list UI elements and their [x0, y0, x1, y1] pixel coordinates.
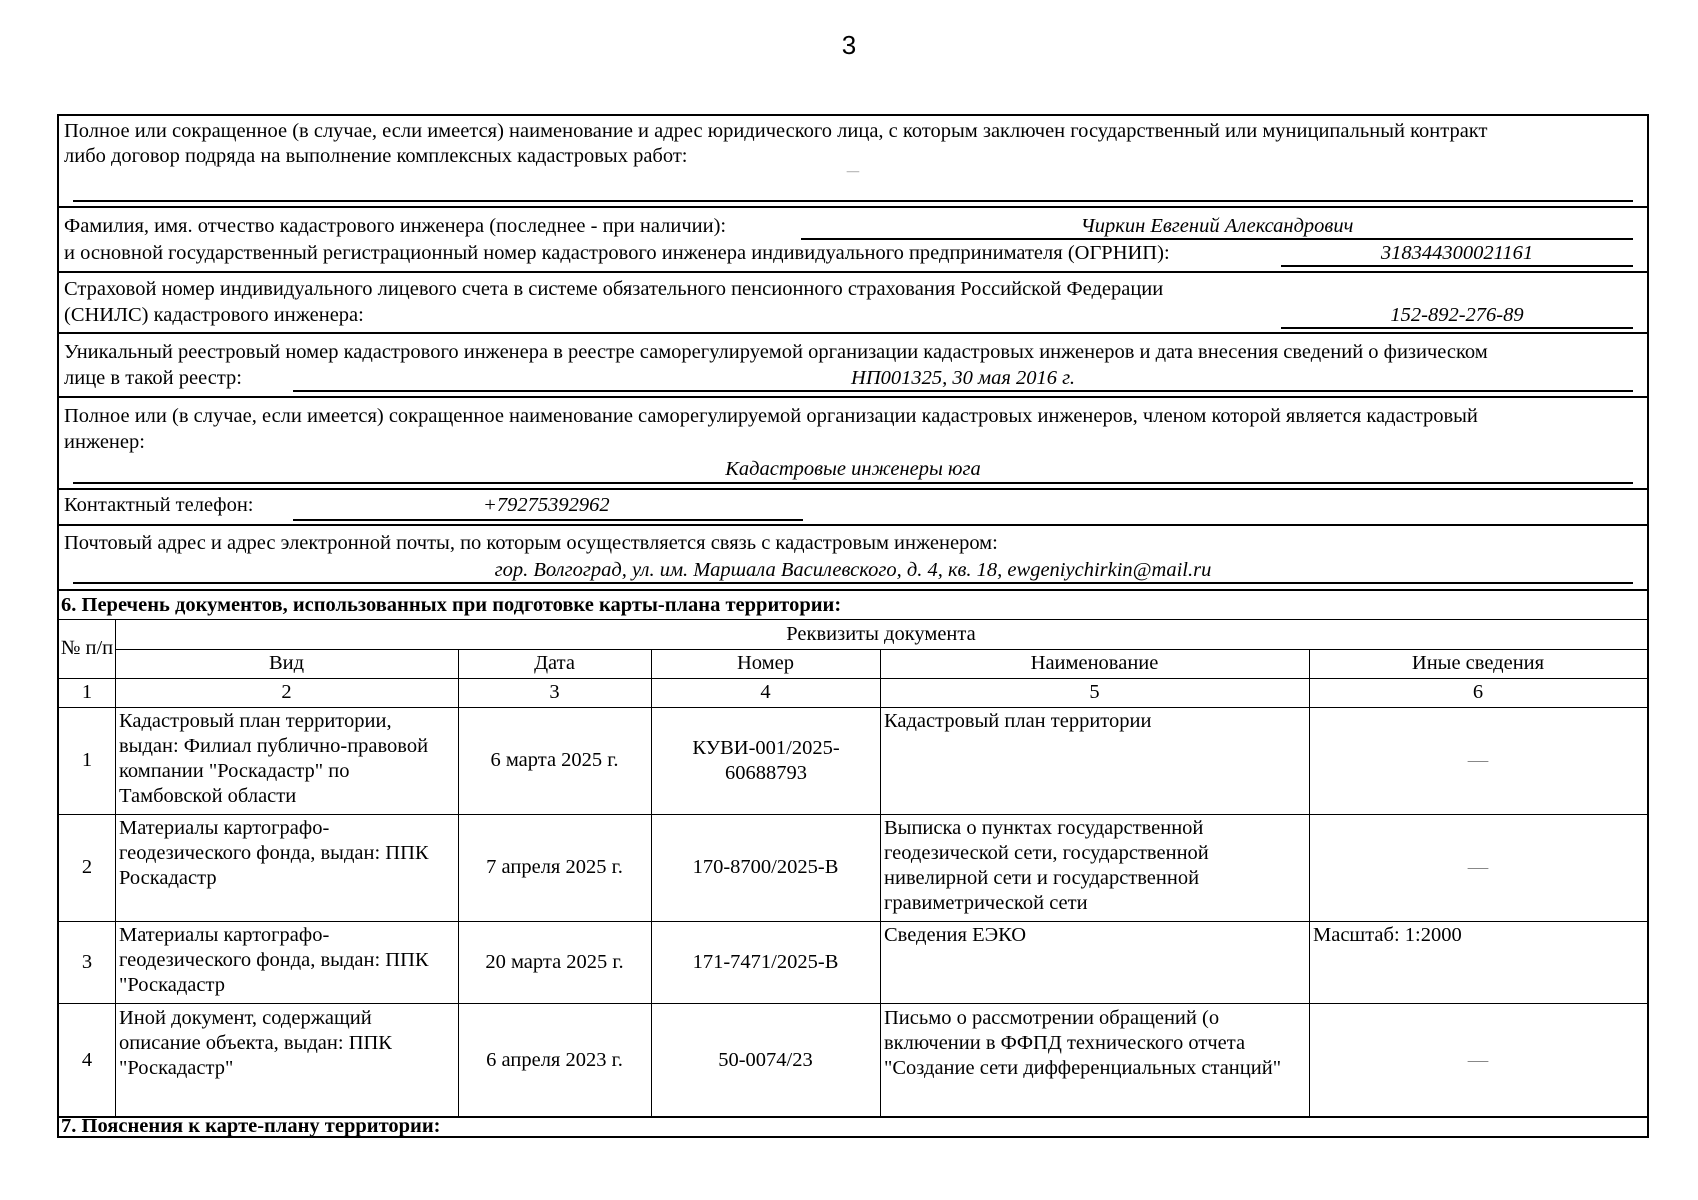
postal-underline	[73, 582, 1633, 584]
row-type: Иной документ, содержащий описание объекта, выдан: ППК "Роскадастр"	[119, 1007, 392, 1079]
ogrnip-label: и основной государственный регистрационный номер кадастрового инженера индивидуального предпринимателя (ОГРНИП):	[64, 242, 1170, 264]
row-num: 2	[81, 856, 93, 878]
col-number: 5	[1089, 681, 1100, 703]
divider	[59, 206, 1647, 208]
row-name: Сведения ЕЭКО	[884, 924, 1027, 946]
snils-label: Страховой номер индивидуального лицевого счета в системе обязательного пенсионного страхования Российской Федерации	[64, 278, 1164, 300]
header-name: Наименование	[1030, 652, 1159, 674]
header-number: Номер	[737, 652, 794, 674]
sro-label: Полное или (в случае, если имеется) сокращенное наименование саморегулируемой организации кадастровых инженеров, членом которой является кадастровый	[64, 405, 1478, 427]
ogrnip-underline	[1281, 265, 1633, 267]
sro-value: Кадастровые инженеры юга	[725, 458, 981, 480]
row-date: 7 апреля 2025 г.	[486, 856, 623, 878]
col-number: 1	[81, 681, 93, 703]
contractor-label-line2: либо договор подряда на выполнение комплексных кадастровых работ:	[64, 145, 688, 167]
row-name: Письмо о рассмотрении обращений (о включении в ФФПД технического отчета "Создание сети дифференциальных станций"	[884, 1007, 1282, 1079]
phone-label: Контактный телефон:	[64, 494, 254, 516]
row-type: Материалы картографо-геодезического фонда, выдан: ППК "Роскадастр	[119, 924, 429, 996]
divider	[59, 488, 1647, 490]
phone-underline	[293, 519, 803, 521]
contractor-underline	[73, 200, 1633, 202]
col-number: 4	[760, 681, 771, 703]
contractor-label: Полное или сокращенное (в случае, если имеется) наименование и адрес юридического лица, с которым заключен государственный или муниципальный контракт	[64, 120, 1488, 142]
row-name: Кадастровый план территории	[884, 710, 1152, 732]
row-other: —	[1467, 856, 1489, 878]
row-date: 6 марта 2025 г.	[490, 749, 619, 771]
registry-underline	[293, 390, 1633, 392]
sro-label-line2: инженер:	[64, 431, 145, 453]
header-other: Иные сведения	[1411, 652, 1545, 674]
section6-title: 6. Перечень документов, использованных при подготовке карты-плана территории:	[61, 594, 842, 616]
phone-value: +79275392962	[483, 494, 610, 516]
contractor-value: —	[846, 164, 860, 179]
header-num: № п/п	[60, 637, 114, 659]
row-date: 20 марта 2025 г.	[485, 950, 624, 973]
row-other: —	[1467, 749, 1489, 771]
page-number: 3	[841, 30, 857, 60]
col-number: 2	[281, 681, 292, 703]
postal-value: гор. Волгоград, ул. им. Маршала Василевского, д. 4, кв. 18, ewgeniychirkin@mail.ru	[494, 559, 1212, 581]
engineer-name-label: Фамилия, имя. отчество кадастрового инженера (последнее - при наличии):	[64, 215, 727, 237]
divider	[59, 332, 1647, 334]
row-other: —	[1467, 1048, 1489, 1071]
section7-title: 7. Пояснения к карте-плану территории:	[61, 1115, 441, 1137]
sro-underline	[73, 482, 1633, 484]
divider	[59, 589, 1647, 591]
row-number: КУВИ-001/2025-60688793	[692, 736, 840, 784]
divider	[59, 271, 1647, 273]
row-num: 1	[81, 749, 93, 771]
row-number: 170-8700/2025-В	[692, 856, 839, 878]
registry-label-line2: лице в такой реестр:	[64, 367, 242, 389]
ogrnip-value: 318344300021161	[1380, 242, 1534, 264]
row-type: Материалы картографо-геодезического фонда, выдан: ППК Роскадастр	[119, 817, 429, 889]
registry-label: Уникальный реестровый номер кадастрового инженера в реестре саморегулируемой организации кадастровых инженеров и дата внесения сведений о физическом	[64, 341, 1488, 363]
header-requisites: Реквизиты документа	[786, 622, 976, 645]
snils-value: 152-892-276-89	[1390, 304, 1524, 326]
header-type: Вид	[268, 652, 305, 674]
engineer-name-value: Чиркин Евгений Александрович	[1080, 215, 1354, 237]
divider	[59, 524, 1647, 526]
engineer-name-underline	[801, 238, 1633, 240]
divider	[59, 396, 1647, 398]
table-col-line	[880, 649, 881, 1117]
row-other: Масштаб: 1:2000	[1313, 924, 1462, 946]
row-number: 171-7471/2025-В	[692, 950, 839, 973]
header-date: Дата	[534, 652, 575, 674]
snils-label-line2: (СНИЛС) кадастрового инженера:	[64, 304, 364, 326]
col-number: 6	[1472, 681, 1484, 703]
row-num: 3	[81, 950, 93, 973]
cadastral-form	[57, 114, 1649, 1138]
row-name: Выписка о пунктах государственной геодезической сети, государственной нивелирной сети и государственной гравиметрической сети	[884, 817, 1209, 914]
snils-underline	[1281, 327, 1633, 329]
registry-value: НП001325, 30 мая 2016 г.	[851, 367, 1075, 389]
row-type: Кадастровый план территории, выдан: Филиал публично-правовой компании "Роскадастр" по Тамбовской области	[119, 710, 429, 807]
postal-label: Почтовый адрес и адрес электронной почты, по которым осуществляется связь с кадастровым инженером:	[64, 532, 998, 554]
row-num: 4	[81, 1048, 93, 1071]
col-number: 3	[549, 681, 560, 703]
row-number: 50-0074/23	[718, 1048, 813, 1071]
row-date: 6 апреля 2023 г.	[486, 1048, 623, 1071]
